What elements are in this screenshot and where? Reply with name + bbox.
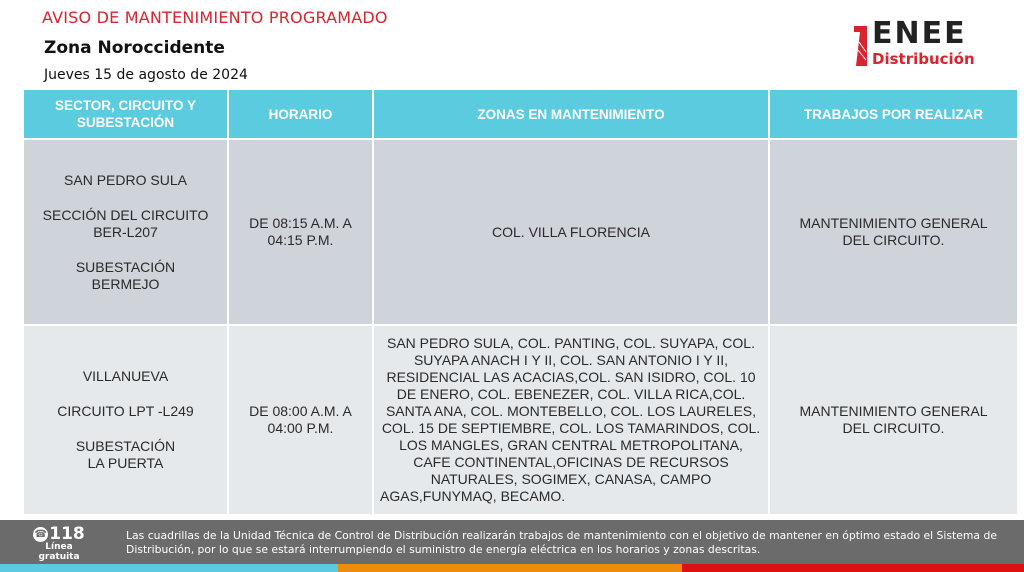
substation-name: SUBESTACIÓN LA PUERTA [75, 438, 176, 471]
enee-logo [852, 16, 1002, 70]
circuit-name: CIRCUITO LPT -L249 [57, 403, 194, 419]
column-header-work: TRABAJOS POR REALIZAR [769, 89, 1018, 139]
hotline-number: 118 [49, 524, 85, 544]
column-header-zones: ZONAS EN MANTENIMIENTO [373, 89, 769, 139]
stripe-cyan [0, 564, 338, 572]
stripe-orange [338, 564, 682, 572]
notice-title: AVISO DE MANTENIMIENTO PROGRAMADO [42, 8, 388, 27]
schedule-cell: DE 08:00 A.M. A 04:00 P.M. [228, 325, 373, 515]
table-row [23, 139, 1018, 325]
notice-date: Jueves 15 de agosto de 2024 [44, 67, 248, 83]
table-row [23, 325, 1018, 515]
sector-cell [23, 139, 228, 325]
schedule-cell: DE 08:15 A.M. A 04:15 P.M. [228, 139, 373, 325]
substation-name: SUBESTACIÓN BERMEJO [75, 258, 176, 292]
work-cell: MANTENIMIENTO GENERAL DEL CIRCUITO. [769, 325, 1018, 515]
table-header-row [23, 89, 1018, 139]
footer-message: Las cuadrillas de la Unidad Técnica de Control de Distribución realizarán trabajos de mantenimiento con el objetivo de mantener en óptimo estado el Sistema de Distribución, por lo que se estará interrumpiendo el suministro de energía eléctrica en los horarios y zonas descritas. [126, 529, 997, 556]
sector-cell [23, 325, 228, 515]
footer-bar [0, 520, 1024, 564]
circuit-name: SECCIÓN DEL CIRCUITO BER-L207 [42, 206, 209, 240]
column-header-sector: SECTOR, CIRCUITO Y SUBESTACIÓN [23, 89, 228, 139]
enee-tower-icon [852, 24, 868, 66]
zones-cell: COL. VILLA FLORENCIA [373, 139, 769, 325]
zones-cell: SAN PEDRO SULA, COL. PANTING, COL. SUYAPA, COL. SUYAPA ANACH I Y II, COL. SAN ANTONIO I Y II, RESIDENCIAL LAS ACACIAS,COL. SAN ISIDRO, COL. 10 DE ENERO, COL. EBENEZER, COL. VILLA RICA,COL. SANTA ANA, COL. MONTEBELLO, COL. LOS LAURELES, COL. 15 DE SEPTIEMBRE, COL. LOS TAMARINDOS, COL. LOS MANGLES, GRAN CENTRAL METROPOLITANA, CAFE CONTINENTAL,OFICINAS DE RECURSOS NATURALES, SOGIMEX, CANASA, CAMPO AGAS,FUNYMAQ, BECAMO. [373, 325, 769, 515]
zone-name: Zona Noroccidente [44, 38, 225, 58]
stripe-red [682, 564, 1024, 572]
maintenance-table [22, 88, 1019, 516]
logo-brand: ENEE [872, 16, 967, 51]
sector-name: VILLANUEVA [82, 368, 169, 384]
work-cell: MANTENIMIENTO GENERAL DEL CIRCUITO. [769, 139, 1018, 325]
hotline-label: Línea gratuita [38, 542, 80, 562]
column-header-schedule: HORARIO [228, 89, 373, 139]
phone-icon: ☎ [34, 529, 47, 540]
sector-name: SAN PEDRO SULA [64, 171, 187, 188]
hotline [24, 524, 94, 562]
logo-subtitle: Distribución [872, 50, 975, 68]
